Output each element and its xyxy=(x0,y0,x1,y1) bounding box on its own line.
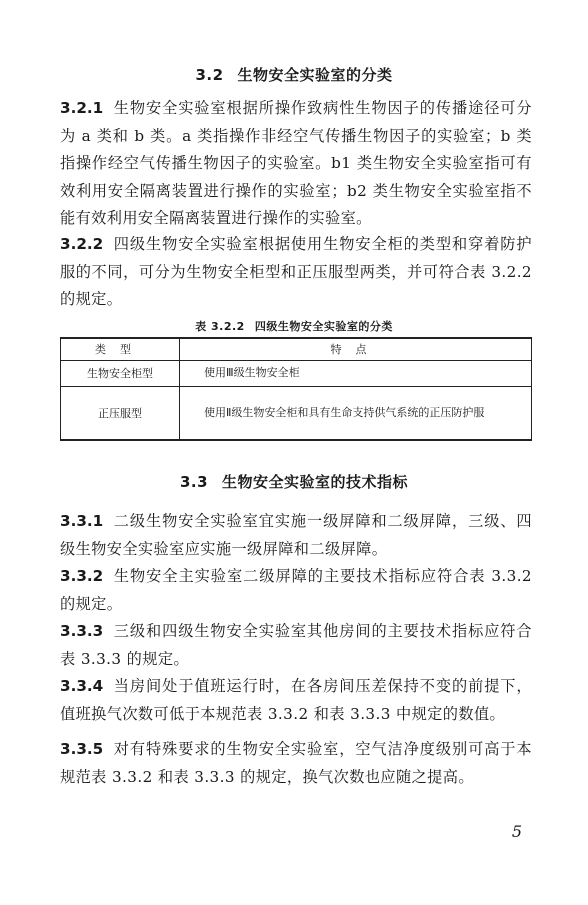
clause-3-3-4 xyxy=(60,673,532,728)
clause-3-2-2 xyxy=(60,231,532,314)
table-header-row xyxy=(61,338,532,360)
clause-3-3-2 xyxy=(60,563,532,618)
clause-number: 3.3.2 xyxy=(60,567,104,585)
section-number: 3.2 xyxy=(195,66,224,84)
clause-text: 三级和四级生物安全实验室其他房间的主要技术指标应符合表 3.3.3 的规定。 xyxy=(60,622,532,668)
cell-feature: 使用Ⅲ级生物安全柜 xyxy=(180,360,532,386)
clause-3-2-1 xyxy=(60,95,532,233)
cell-type: 正压服型 xyxy=(61,386,180,440)
section-title: 生物安全实验室的分类 xyxy=(237,66,393,84)
table-number: 表 3.2.2 xyxy=(195,320,245,333)
classification-table xyxy=(60,337,532,441)
section-number: 3.3 xyxy=(179,473,209,491)
section-heading-3-3 xyxy=(0,471,588,492)
header-type: 类型 xyxy=(61,338,180,360)
clause-text: 生物安全主实验室二级屏障的主要技术指标应符合表 3.3.2 的规定。 xyxy=(60,567,532,613)
clause-3-3-5 xyxy=(60,736,532,791)
page-number: 5 xyxy=(511,822,522,841)
clause-text: 四级生物安全实验室根据使用生物安全柜的类型和穿着防护服的不同，可分为生物安全柜型和正压服型两类，并可符合表 3.2.2 的规定。 xyxy=(60,235,532,308)
cell-type: 生物安全柜型 xyxy=(61,360,180,386)
section-heading-3-2 xyxy=(0,64,588,85)
clause-number: 3.2.2 xyxy=(60,235,104,253)
section-title: 生物安全实验室的技术指标 xyxy=(222,473,409,491)
clause-3-3-3 xyxy=(60,618,532,673)
table-row xyxy=(61,386,532,440)
table-row xyxy=(61,360,532,386)
table-title: 四级生物安全实验室的分类 xyxy=(254,320,393,333)
header-feature: 特点 xyxy=(180,338,532,360)
clause-number: 3.3.5 xyxy=(60,740,104,758)
clause-3-3-1 xyxy=(60,508,532,563)
clause-number: 3.2.1 xyxy=(60,99,104,117)
table-caption xyxy=(0,318,588,334)
cell-feature: 使用Ⅱ级生物安全柜和具有生命支持供气系统的正压防护服 xyxy=(180,386,532,440)
clause-number: 3.3.4 xyxy=(60,677,104,695)
clause-number: 3.3.3 xyxy=(60,622,104,640)
clause-text: 二级生物安全实验室宜实施一级屏障和二级屏障，三级、四级生物安全实验室应实施一级屏障和二级屏障。 xyxy=(60,512,532,558)
clause-number: 3.3.1 xyxy=(60,512,104,530)
clause-text: 对有特殊要求的生物安全实验室，空气洁净度级别可高于本规范表 3.3.2 和表 3.3.3 的规定，换气次数也应随之提高。 xyxy=(60,740,532,786)
clause-text: 当房间处于值班运行时，在各房间压差保持不变的前提下，值班换气次数可低于本规范表 3.3.2 和表 3.3.3 中规定的数值。 xyxy=(60,677,532,723)
clause-text: 生物安全实验室根据所操作致病性生物因子的传播途径可分为 a 类和 b 类。a 类指操作非经空气传播生物因子的实验室；b 类指操作经空气传播生物因子的实验室。b1 类生物安全实验室指可有效利用安全隔离装置进行操作的实验室；b2 类生物安全实验室指不能有效利用安全隔离装置进行操作的实验室。 xyxy=(60,99,532,227)
